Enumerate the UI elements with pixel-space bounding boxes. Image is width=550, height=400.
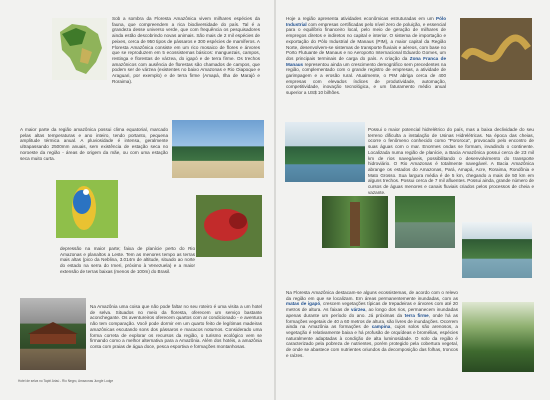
polo-industrial-term: Pólo Industrial <box>286 16 446 27</box>
varzea-term: várzea <box>351 307 366 313</box>
snake-image <box>460 18 532 80</box>
climate-paragraph: A maior parte da região amazônica possui clima equatorial, marcado pelas altas temperaturas e ano inteiro, tendo portanto, pequena amplitude térmica anual. A pluviosidade é intensa, geralmente ultrapassando 2500mm anuais, sem existência de estação seca no noroeste da região - áreas de origem da mãe, ou com uma estação seca muito curta. <box>20 127 168 161</box>
hotel-caption: Hotel de selva no Tapiri Ariaú - Rio Negro, Amazonas Jungle Lodge <box>18 379 114 384</box>
map-icon <box>52 18 107 80</box>
tree-trunk-image <box>322 196 388 248</box>
hydrography-paragraph: Possui o maior potencial hidrelétrico do país, mas a baixa declividade do seu terreno dificulta a instalação de Usinas Hidrelétricas. Na época das cheias, ocorre o fenômeno conhecido como "Pororoca", provocado pelo encontro de suas águas com o mar. Enormes ondas se formam, invadindo o continente. Localizada numa região de planície, a Bacia Amazônica possui cerca de 23 mil km de rios navegáveis, possibilitando o desenvolvimento do transporte hidroviário. O Rio Amazonas é totalmente navegável. A Bacia Amazônica abrange os estados do Amazonas, Pará, Amapá, Acre, Roraima, Rondônia e Mato Grosso. Sua largura média é de 5 km, chegando a mais de 50 km em alguns trechos. Possui cerca de 7 mil afluentes. Possui ainda, grande número de cursos de águas menores e canais fluviais criados pelos processos de cheia e vazante. <box>368 127 534 195</box>
terra-firme-term: terra firme <box>404 312 429 318</box>
tree-canopy-image <box>462 302 534 372</box>
igapo-term: matas de igapó <box>286 301 321 307</box>
relief-paragraph: depressão na maior parte; faixa de planície perto do Rio Amazonas e planaltos a Leste. Tem as menores tempo as terras mais altas (pico da Neblina, 3.014m de altitude, situado ao norte do estado na serra do Imeri, próximo à Venezuela) e a maior extensão de terras baixas (menos de 100m) do Brasil. <box>60 246 195 274</box>
flooded-forest-image <box>395 196 455 248</box>
fauna-paragraph: Sob a sombra da Floresta Amazônica vivem milhares espécies da fauna, que compreendem a rica biodiversidade do país. Tal é a grandeza desse universo verde, que com frequência os pesquisadores ainda estão descobrindo novas animais. São mais de 2 mil espécies de peixes, cerca de 950 tipos de pássaros e 300 espécies de mamíferos. A Floresta Amazônica consiste em um rico mosaico de flores e árvores que se reproduzem em 5 ecossistemas básicos: manguezais, campos, restinga e florestas de várzea, do igapó e de terra firme. Os trechos amazônicos com ausência de florestas são chamados de campos, que podem ser de várzea (existentes no baixo Amazonas e Rio Oiapoque e Araguari, por exemplo) e de terra firme (Amapá, Ilha de Marajó e Roraima). <box>112 16 260 84</box>
hotel-paragraph: Na Amazônia uma coisa que não pode faltar no seu roteiro é uma visita a um hotel de selva. Situados no meio da floresta, oferecem um serviço bastante aconchegante. Os aventureiros oferecem quartos com ar condicionado - e aventura não tem comparação. Você pode dormir em um quarto feito de legítimas madeiras amazônicas escutando sons dos pássaros e macacos noturnos. Considerado uma forma correta de explorar os recursos da região, o turismo ecológico vem se firmando como a melhor alternativa para a Amazônia. Além dos hotéis, a amazônia conta com praias de água doce, pesca esportiva e formações montanhosas. <box>90 304 262 349</box>
macaw-image <box>56 180 118 238</box>
page-fold <box>274 0 276 400</box>
brazil-map-image <box>52 18 107 80</box>
river-beach-image <box>172 120 264 178</box>
ecosystems-paragraph: Na Floresta Amazônica destacam-se alguns ecossistemas, de acordo com o relevo da região em que se localizam. Em áreas permanentemente inundadas, com as matas de igapó, crescem vegetações típicas de trepadeiras e árvores com até 20 metros de altura. As faixas de várzea, ao longo dos rios, permanecem inundadas apenas durante um período do ano. Já próximas da terra firme, onde há as formações vegetais de 40 a 60 metros de altura, são livres de inundações. Ocorrem ainda na Amazônia as formações de campina, cujos solos são arenosos, a vegetação é relativamente baixa e há profusão de orquídeas e bromélias, espécies naturalmente adaptadas à condição de alta luminosidade. O solo da região é caracterizado pela pobreza de nutrientes, porém protegido pela cobertura vegetal, de onde se abastece com nutrientes oriundos da decomposição das folhas, troncos e raízes. <box>286 290 458 358</box>
zona-franca-term: Zona Franca de Manaus <box>286 55 446 67</box>
forest-river-image <box>285 122 365 182</box>
economy-paragraph: Hoje a região apresenta atividades econômicas estruturadas em um Pólo Industrial com empresas certificadas pelo nível zero de poluição, e essencial para o equilíbrio financeiro local, pelo meio de geração de milhares de empregos diretos e indiretos no capital e interior. O sistema de importação e exportação do Pólo Industrial de Manaus (PIM), a maior capital da Região Norte, desenvolvem-se sistemas de transporte fluviais e aéreos, com base no Porto Flutuante de Manaus e no Aeroporto Internacional Eduardo Gomes, um dos principais terminais de carga do país. A criação da Zona Franca de Manaus representou ainda um crescimento demográfico sem precedentes na região, complementado com o grande registro de empresas, a atividade de garimpagem e a erosão rural. Atualmente, o PIM abriga cerca de 400 empresas com elevados índices de produtividade, automação, competitividade, inovação tecnológica, e um faturamento médio anual superior a US$ 10 bilhões. <box>286 16 446 96</box>
campina-term: campina <box>371 324 391 330</box>
red-flower-image <box>196 195 262 257</box>
river-canopy-image <box>462 222 532 278</box>
jungle-hotel-image <box>20 298 86 370</box>
